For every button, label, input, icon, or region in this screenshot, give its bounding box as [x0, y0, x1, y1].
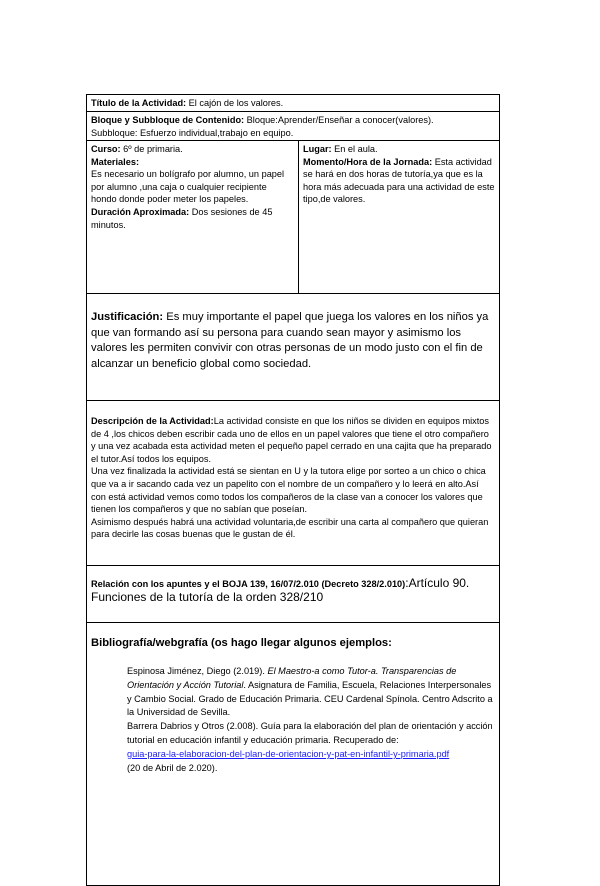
title-value: El cajón de los valores. — [186, 98, 284, 108]
relacion-text2: Funciones de la tutoría de la orden 328/210 — [91, 590, 324, 604]
momento-value: Esta actividad se hará en dos horas de tutoría,ya que es la hora más adecuada para una actividad de este tipo,de valores. — [303, 156, 495, 205]
descripcion-row — [87, 401, 499, 566]
title-row — [87, 95, 499, 112]
lugar-label: Lugar: — [303, 144, 332, 154]
details-row — [87, 141, 499, 294]
reference-2 — [127, 720, 495, 775]
momento-label: Momento/Hora de la Jornada: — [303, 156, 433, 167]
title-label: Título de la Actividad: — [91, 98, 187, 108]
relacion-row — [87, 566, 499, 623]
descripcion-p1: La actividad consiste en que los niños se dividen en equipos mixtos de 4 ,los chicos deben escribir cada uno de ellos en un papel valores que tiene el otro compañero y una vez acabada esta actividad meten el pequeño papel cerrado en una cajita que ha preparado el tutor.Así todos los equipos. — [91, 416, 492, 464]
references — [127, 665, 495, 775]
bloque-row — [87, 112, 499, 141]
ref1-title: El Maestro-a como Tutor-a. Transparencias de Orientación y Acción Tutorial — [127, 666, 457, 690]
activity-table — [86, 94, 500, 886]
descripcion-p2: Una vez finalizada la actividad está se sientan en U y la tutora elige por sorteo a un chico o chica que va a ir sacando cada vez un papelito con el nombre de un compañero y lo leerá en alto.Así con está actividad vemos como todos los compañeros de la clase van a conocer los valores que tienen los compañeros y que no sabían que poseían. — [91, 466, 486, 515]
ref1-rest: . Asignatura de Familia, Escuela, Relaciones Interpersonales y Cambio Social. Grado de Educación Primaria. CEU Cardenal Spínola. Centro Adscrito a la Universidad de Sevilla. — [127, 679, 493, 718]
curso-value: 6º de primaria. — [120, 144, 183, 154]
left-cell — [87, 141, 299, 293]
justificacion-label: Justificación: — [91, 311, 164, 323]
justificacion-text: Es muy importante el papel que juega los valores en los niños ya que van formando así su persona para cuando sean mayor y asimismo los valores les permiten convivir con otras personas de un modo justo con el fin de alcanzar un beneficio global como sociedad. — [91, 311, 489, 370]
curso-label: Curso: — [91, 144, 121, 154]
bibliografia-row — [87, 623, 499, 885]
ref1-authors: Espinosa Jiménez, Diego (2.019). — [127, 666, 268, 676]
materiales-value: Es necesario un bolígrafo por alumno, un papel por alumno ,una caja o cualquier recipiente hondo donde poder meter los papeles. — [91, 169, 285, 205]
duracion-label: Duración Aproximada: — [91, 206, 190, 217]
bibliografia-heading: Bibliografía/webgrafía (os hago llegar algunos ejemplos: — [91, 637, 392, 649]
lugar-value: En el aula. — [331, 144, 378, 154]
relacion-text1: :Artículo 90. — [405, 576, 470, 590]
reference-1 — [127, 665, 495, 720]
justificacion-row — [87, 294, 499, 401]
descripcion-label: Descripción de la Actividad: — [91, 416, 214, 426]
bloque-value: Bloque:Aprender/Enseñar a conocer(valores). — [244, 115, 434, 125]
descripcion-p3: Asimismo después habrá una actividad voluntaria,de escribir una carta al compañero que quieran para decirle las cosas buenas que le gustan de él. — [91, 516, 489, 540]
ref2-text: Barrera Dabrios y Otros (2.008). Guía para la elaboración del plan de orientación y acción tutorial en educación infantil y educación primaria. Recuperado de: — [127, 721, 493, 745]
right-cell — [299, 141, 499, 293]
materiales-label: Materiales: — [91, 156, 140, 167]
subbloque-text: Subbloque: Esfuerzo individual,trabajo en equipo. — [91, 127, 294, 138]
bloque-label: Bloque y Subbloque de Contenido: — [91, 115, 245, 125]
relacion-label: Relación con los apuntes y el BOJA 139, 16/07/2.010 (Decreto 328/2.010) — [91, 579, 406, 589]
duracion-value: Dos sesiones de 45 minutos. — [91, 206, 273, 230]
ref2-link[interactable]: guia-para-la-elaboracion-del-plan-de-orientacion-y-pat-en-infantil-y-primaria.pdf — [127, 748, 450, 759]
ref2-date: (20 de Abril de 2.020). — [127, 762, 218, 773]
